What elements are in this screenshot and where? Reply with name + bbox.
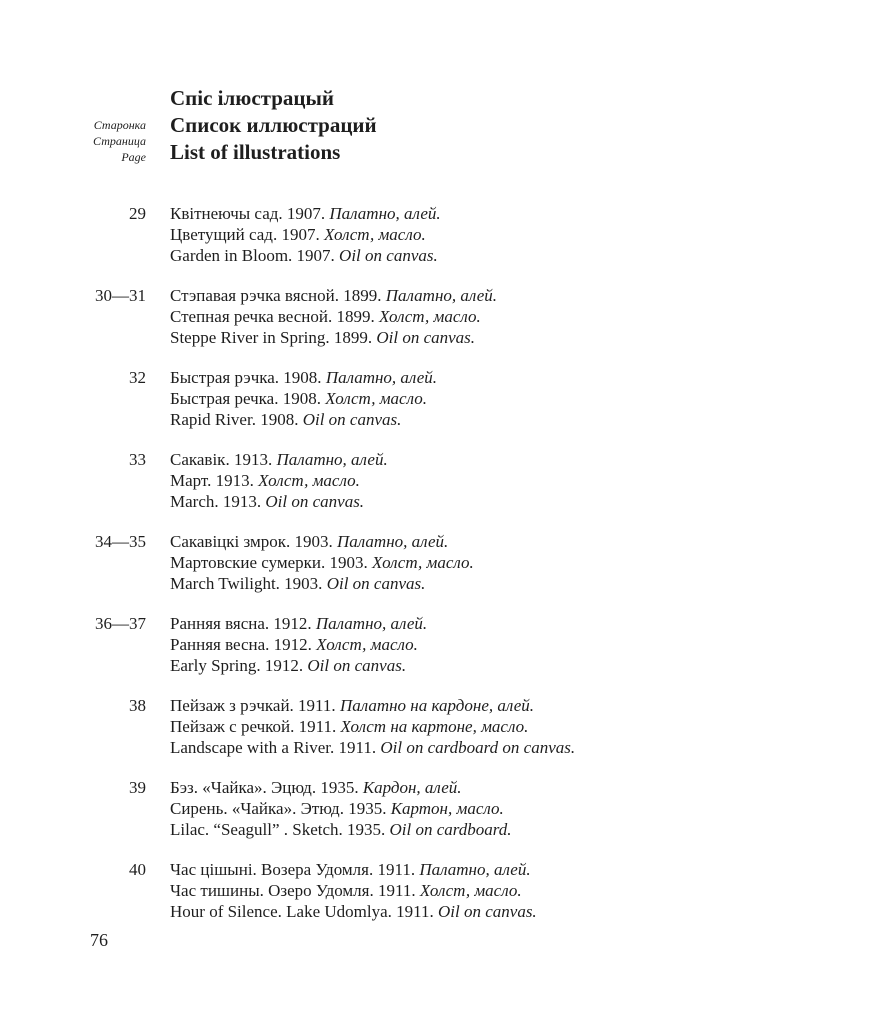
entry-page-number: 29: [129, 204, 146, 223]
caption-russian: Быстрая речка. 1908. Холст, масло.: [170, 389, 427, 408]
caption-russian: Степная речка весной. 1899. Холст, масло.: [170, 307, 481, 326]
list-item: [0, 859, 886, 941]
caption-belarusian: Сакавік. 1913. Палатно, алей.: [170, 450, 388, 469]
list-item: [0, 285, 886, 367]
caption-english: Landscape with a River. 1911. Oil on cardboard on canvas.: [170, 738, 576, 757]
caption-russian: Цветущий сад. 1907. Холст, масло.: [170, 225, 426, 244]
entry-captions: [170, 777, 512, 840]
caption-belarusian: Быстрая рэчка. 1908. Палатно, алей.: [170, 368, 438, 387]
entry-captions: [170, 859, 537, 922]
caption-belarusian: Ранняя вясна. 1912. Палатно, алей.: [170, 614, 428, 633]
caption-belarusian: Квітнеючы сад. 1907. Палатно, алей.: [170, 204, 441, 223]
illustration-list: [0, 203, 886, 941]
list-item: [0, 531, 886, 613]
caption-russian: Мартовские сумерки. 1903. Холст, масло.: [170, 553, 474, 572]
list-item: [0, 449, 886, 531]
caption-english: March Twilight. 1903. Oil on canvas.: [170, 574, 426, 593]
entry-captions: [170, 695, 575, 758]
caption-english: Rapid River. 1908. Oil on canvas.: [170, 410, 402, 429]
caption-belarusian: Стэпавая рэчка вясной. 1899. Палатно, алей.: [170, 286, 498, 305]
entry-page-number: 40: [129, 860, 146, 879]
caption-english: Early Spring. 1912. Oil on canvas.: [170, 656, 407, 675]
page-label-russian: Страница: [93, 134, 146, 148]
caption-russian: Ранняя весна. 1912. Холст, масло.: [170, 635, 418, 654]
page-label-english: Page: [121, 150, 146, 164]
caption-english: March. 1913. Oil on canvas.: [170, 492, 365, 511]
list-item: [0, 203, 886, 285]
caption-belarusian: Час цішыні. Возера Удомля. 1911. Палатно, алей.: [170, 860, 531, 879]
entry-captions: [170, 367, 437, 430]
page-column-labels: [93, 117, 146, 165]
entry-page-number: 30—31: [95, 286, 146, 305]
entry-captions: [170, 531, 474, 594]
caption-belarusian: Пейзаж з рэчкай. 1911. Палатно на кардоне, алей.: [170, 696, 534, 715]
entry-captions: [170, 613, 427, 676]
caption-english: Hour of Silence. Lake Udomlya. 1911. Oil on canvas.: [170, 902, 537, 921]
title-english: List of illustrations: [170, 140, 341, 164]
entry-captions: [170, 285, 497, 348]
entry-page-number: 38: [129, 696, 146, 715]
caption-russian: Пейзаж с речкой. 1911. Холст на картоне, масло.: [170, 717, 529, 736]
entry-page-number: 39: [129, 778, 146, 797]
title-russian: Список иллюстраций: [170, 113, 377, 137]
title-belarusian: Спіс ілюстрацый: [170, 86, 335, 110]
list-item: [0, 777, 886, 859]
caption-russian: Сирень. «Чайка». Этюд. 1935. Картон, масло.: [170, 799, 504, 818]
entry-page-number: 34—35: [95, 532, 146, 551]
caption-russian: Час тишины. Озеро Удомля. 1911. Холст, масло.: [170, 881, 522, 900]
caption-english: Steppe River in Spring. 1899. Oil on canvas.: [170, 328, 476, 347]
entry-page-number: 33: [129, 450, 146, 469]
list-item: [0, 367, 886, 449]
list-item: [0, 613, 886, 695]
entry-page-number: 32: [129, 368, 146, 387]
page-number: 76: [90, 930, 108, 950]
caption-belarusian: Бэз. «Чайка». Эцюд. 1935. Кардон, алей.: [170, 778, 462, 797]
entry-captions: [170, 449, 388, 512]
page-label-belarusian: Старонка: [93, 118, 146, 132]
entry-page-number: 36—37: [95, 614, 146, 633]
caption-english: Lilac. “Seagull” . Sketch. 1935. Oil on cardboard.: [170, 820, 512, 839]
page-title: [170, 85, 377, 166]
caption-english: Garden in Bloom. 1907. Oil on canvas.: [170, 246, 438, 265]
caption-belarusian: Сакавіцкі змрок. 1903. Палатно, алей.: [170, 532, 449, 551]
caption-russian: Март. 1913. Холст, масло.: [170, 471, 360, 490]
entry-captions: [170, 203, 441, 266]
list-item: [0, 695, 886, 777]
